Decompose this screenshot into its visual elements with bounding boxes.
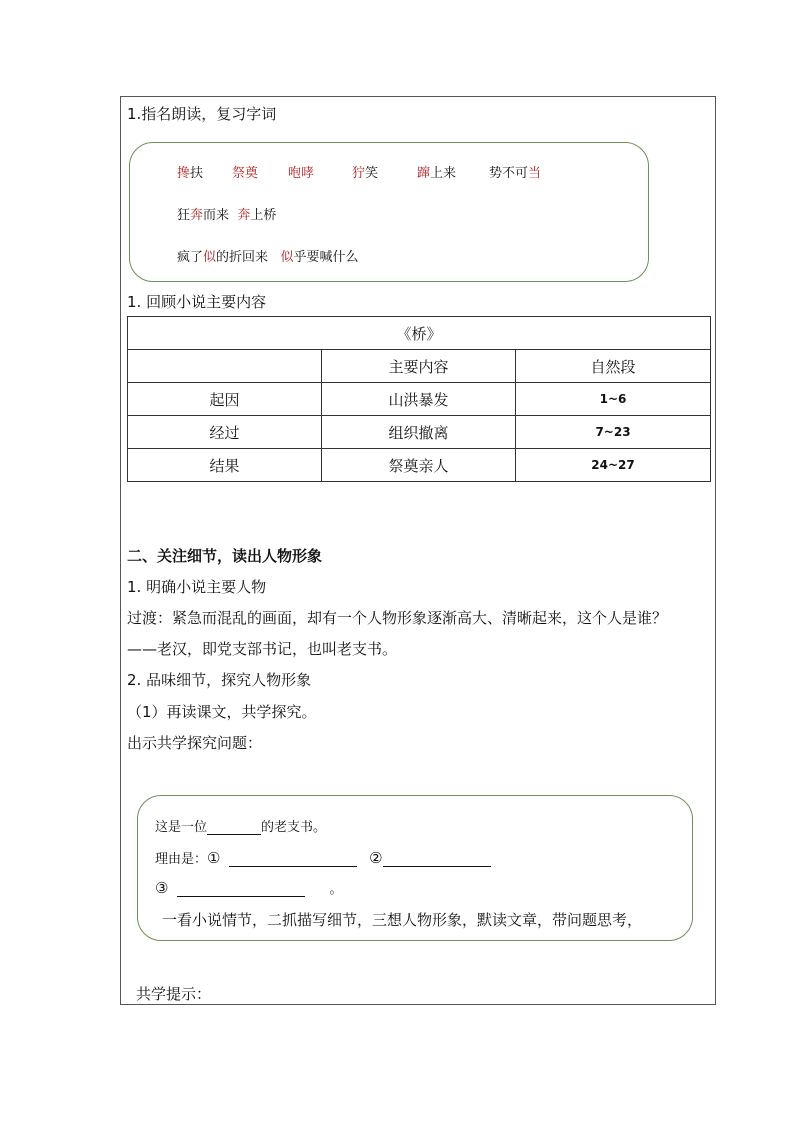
- vocab-word-cuanshanglai: 蹿上来: [417, 166, 457, 181]
- table-title-row: [128, 317, 711, 350]
- table-row: [128, 449, 711, 482]
- table-cell: 祭奠亲人: [322, 449, 516, 482]
- summary-heading: 1. 回顾小说主要内容: [127, 293, 267, 311]
- vocab-word-ningxiao: 狞笑: [352, 166, 379, 181]
- blank-reason-1: [229, 852, 357, 867]
- question-line-1: 这是一位 的老支书。: [155, 820, 327, 835]
- table-cell: 7~23: [516, 416, 711, 449]
- table-cell: 1~6: [516, 383, 711, 416]
- table-row: [128, 416, 711, 449]
- vocab-word-jidian: 祭奠: [232, 166, 259, 181]
- table-cell: 起因: [128, 383, 322, 416]
- question-hint: 一看小说情节，二抓描写细节，三想人物形象，默读文章，带问题思考，: [162, 911, 643, 929]
- section2-title: 二、关注细节，读出人物形象: [127, 547, 323, 565]
- section2-para-5: （1）再读课文，共学探究。: [127, 703, 317, 721]
- table-cell: 山洪暴发: [322, 383, 516, 416]
- vocab-word-chanfu: 搀扶: [177, 166, 204, 181]
- vocab-row-si: 疯了似的折回来 似乎要喊什么: [177, 250, 359, 265]
- section2-para-1: 1. 明确小说主要人物: [127, 578, 267, 596]
- question-line-3: ③ 。: [155, 879, 343, 897]
- vocab-row-ben: 狂奔而来 奔上桥: [177, 208, 277, 223]
- collab-tips-label: 共学提示：: [136, 985, 212, 1003]
- blank-reason-2: [383, 852, 491, 867]
- table-cell: 24~27: [516, 449, 711, 482]
- section2-para-4: 2. 品味细节，探究人物形象: [127, 671, 312, 689]
- table-header-cell: 自然段: [516, 350, 711, 383]
- question-line-2: 理由是：① ②: [155, 848, 491, 867]
- vocab-word-shibukedang: 势不可当: [489, 166, 542, 181]
- table-header-cell: 主要内容: [322, 350, 516, 383]
- table-title: 《桥》: [128, 317, 711, 350]
- section2-para-3: ——老汉，即党支部书记，也叫老支书。: [127, 640, 398, 658]
- summary-table: [127, 316, 711, 482]
- vocab-word-paoxiao: 咆哮: [288, 166, 315, 181]
- section2-para-2: 过渡：紧急而混乱的画面，却有一个人物形象逐渐高大、清晰起来，这个人是谁？: [127, 609, 668, 627]
- table-cell: 经过: [128, 416, 322, 449]
- blank-trait: [207, 820, 261, 835]
- table-header-cell: [128, 350, 322, 383]
- table-header-row: [128, 350, 711, 383]
- review-heading: 1.指名朗读，复习字词: [127, 105, 277, 123]
- table-cell: 组织撤离: [322, 416, 516, 449]
- blank-reason-3: [177, 882, 305, 897]
- table-cell: 结果: [128, 449, 322, 482]
- section2-para-6: 出示共学探究问题：: [127, 734, 263, 752]
- table-row: [128, 383, 711, 416]
